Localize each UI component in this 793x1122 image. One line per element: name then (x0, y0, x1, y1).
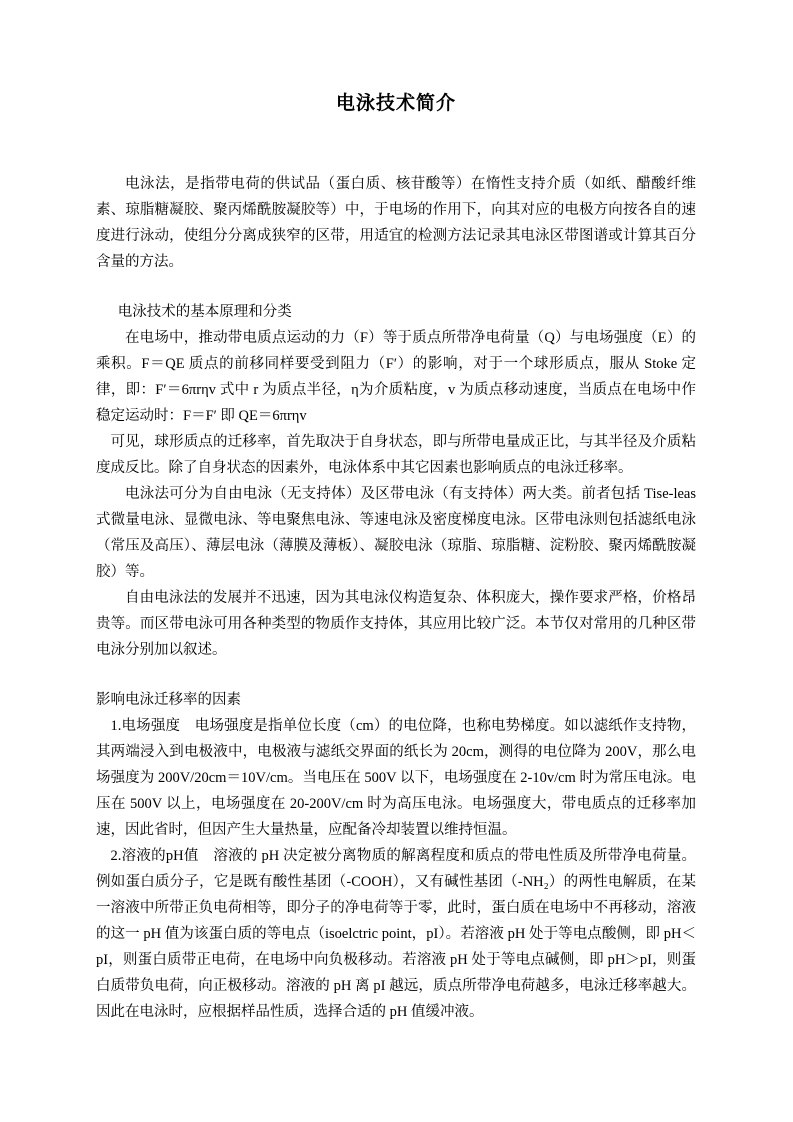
section1-paragraph-classification: 电泳法可分为自由电泳（无支持体）及区带电泳（有支持体）两大类。前者包括 Tise-leas 式微量电泳、显微电泳、等电聚焦电泳、等速电泳及密度梯度电泳。区带电泳则包括滤纸电泳（常压及高压）、薄层电泳（薄膜及薄板）、凝胶电泳（琼脂、琼脂糖、淀粉胶、聚丙烯酰胺凝胶）等。 (96, 486, 696, 580)
document-title: 电泳技术简介 (335, 93, 456, 114)
section1-paragraph-mobility: 可见，球形质点的迁移率，首先取决于自身状态，即与所带电量成正比，与其半径及介质粘度成反比。除了自身状态的因素外，电泳体系中其它因素也影响质点的电泳迁移率。 (96, 434, 696, 476)
section1-paragraph-principle: 在电场中，推动带电质点运动的力（F）等于质点所带净电荷量（Q）与电场强度（E）的乘积。F＝QE 质点的前移同样要受到阻力（F′）的影响，对于一个球形质点，服从 Stoke 定律，即：F′＝6πrηv 式中 r 为质点半径，η为介质粘度，v 为质点移动速度，当质点在电场中作稳定运动时：F＝F′ 即 QE＝6πrηv (96, 330, 696, 424)
section2-heading: 影响电泳迁移率的因素 (96, 692, 241, 708)
section1-heading: 电泳技术的基本原理和分类 (117, 304, 292, 320)
intro-paragraph: 电泳法，是指带电荷的供试品（蛋白质、核苷酸等）在惰性支持介质（如纸、醋酸纤维素、琼脂糖凝胶、聚丙烯酰胺凝胶等）中，于电场的作用下，向其对应的电极方向按各自的速度进行泳动，使组分分离成狭窄的区带，用适宜的检测方法记录其电泳区带图谱或计算其百分含量的方法。 (96, 176, 696, 270)
section2-paragraph-ph-value: 2.溶液的pH值 溶液的 pH 决定被分离物质的解离程度和质点的带电性质及所带净电荷量。例如蛋白质分子，它是既有酸性基团（-COOH），又有碱性基团（-NH₂）的两性电解质，在某一溶液中所带正负电荷相等，即分子的净电荷等于零，此时，蛋白质在电场中不再移动，溶液的这一 pH 值为该蛋白质的等电点（isoelctric point，pI）。若溶液 pH 处于等电点酸侧，即 pH＜pI，则蛋白质带正电荷，在电场中向负极移动。若溶液 pH 处于等电点碱侧，即 pH＞pI，则蛋白质带负电荷，向正极移动。溶液的 pH 离 pI 越远，质点所带净电荷越多，电泳迁移率越大。因此在电泳时，应根据样品性质，选择合适的 pH 值缓冲液。 (96, 848, 696, 1020)
section2-paragraph-field-strength: 1.电场强度 电场强度是指单位长度（cm）的电位降，也称电势梯度。如以滤纸作支持物，其两端浸入到电极液中，电极液与滤纸交界面的纸长为 20cm，测得的电位降为 200V，那么电场强度为 200V/20cm＝10V/cm。当电压在 500V 以下，电场强度在 2-10v/cm 时为常压电泳。电压在 500V 以上，电场强度在 20-200V/cm 时为高压电泳。电场强度大，带电质点的迁移率加速，因此省时，但因产生大量热量，应配备冷却装置以维持恒温。 (96, 718, 696, 838)
section1-paragraph-development: 自由电泳法的发展并不迅速，因为其电泳仪构造复杂、体积庞大，操作要求严格，价格昂贵等。而区带电泳可用各种类型的物质作支持体，其应用比较广泛。本节仅对常用的几种区带电泳分别加以叙述。 (96, 590, 696, 658)
